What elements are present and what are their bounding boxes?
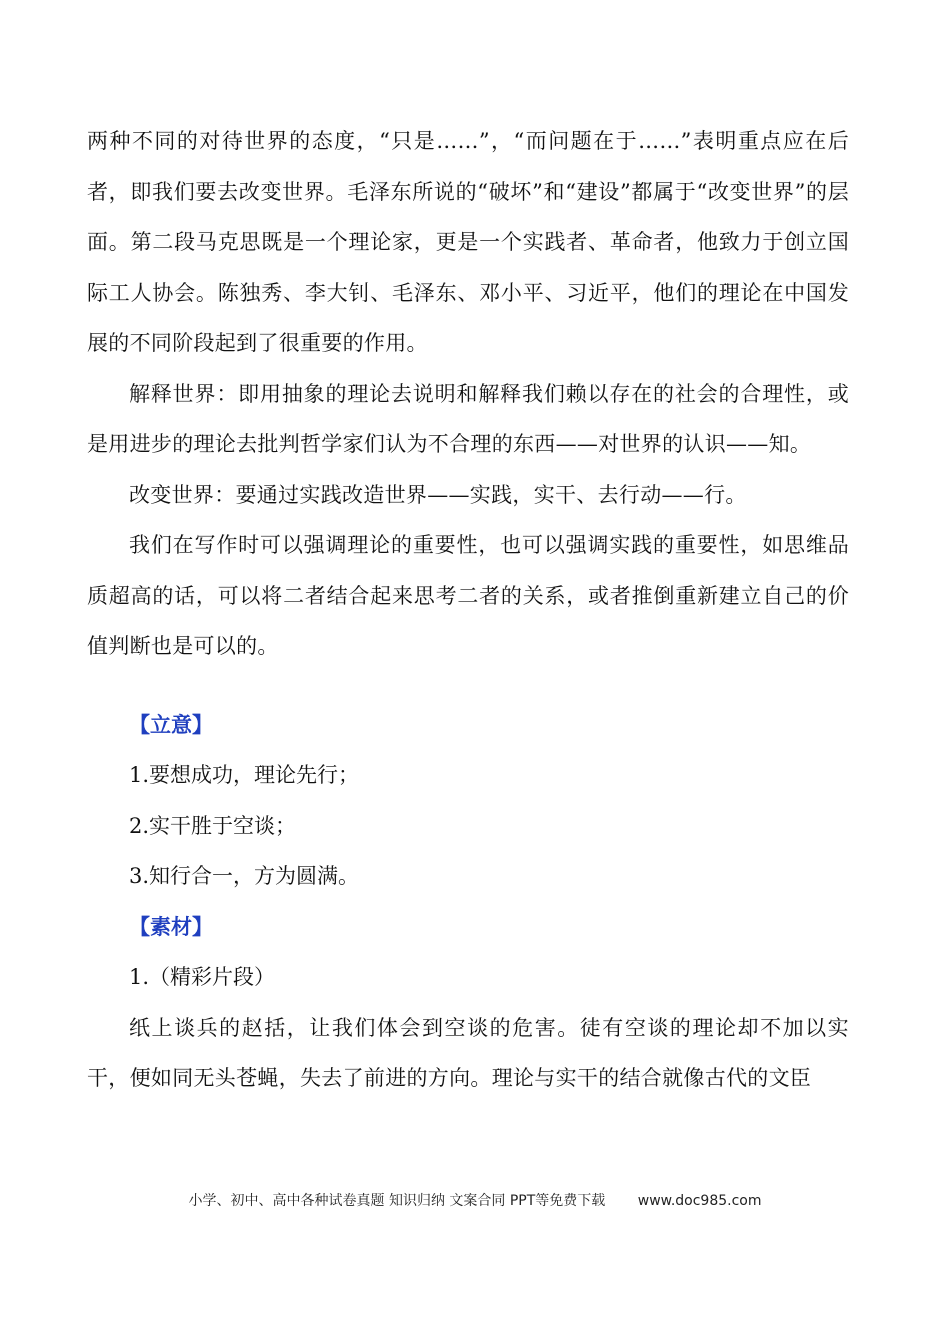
sucai-item-1-label: 1.（精彩片段） — [129, 965, 276, 989]
footer-text: 小学、初中、高中各种试卷真题 知识归纳 文案合同 PPT等免费下载 — [188, 1193, 606, 1209]
section-heading-liyi: 【立意】 — [129, 712, 213, 737]
body-paragraph-4: 我们在写作时可以强调理论的重要性，也可以强调实践的重要性，如思维品质超高的话，可以将二者结合起来思考二者的关系，或者推倒重新建立自己的价值判断也是可以的。 — [87, 533, 849, 658]
section-sucai — [87, 902, 849, 1104]
body-paragraph-2: 解释世界：即用抽象的理论去说明和解释我们赖以存在的社会的合理性，或是用进步的理论去批判哲学家们认为不合理的东西——对世界的认识——知。 — [87, 381, 849, 456]
body-paragraph-3: 改变世界：要通过实践改造世界——实践，实干、去行动——行。 — [129, 482, 747, 507]
document-content — [87, 116, 849, 1104]
section-heading-sucai: 【素材】 — [129, 914, 213, 939]
sucai-paragraph: 纸上谈兵的赵括，让我们体会到空谈的危害。徒有空谈的理论却不加以实干，便如同无头苍蝇，失去了前进的方向。理论与实干的结合就像古代的文臣 — [87, 1015, 849, 1090]
page-footer — [0, 1190, 950, 1210]
liyi-item-2: 2.实干胜于空谈； — [129, 813, 297, 838]
liyi-item-1: 1.要想成功，理论先行； — [129, 763, 360, 787]
body-paragraph-1: 两种不同的对待世界的态度，“只是……”，“而问题在于……”表明重点应在后者，即我们要去改变世界。毛泽东所说的“破坏”和“建设”都属于“改变世界”的层面。第二段马克思既是一个理论家，更是一个实践者、革命者，他致力于创立国际工人协会。陈独秀、李大钊、毛泽东、邓小平、习近平，他们的理论在中国发展的不同阶段起到了很重要的作用。 — [87, 129, 849, 355]
section-liyi — [87, 700, 849, 902]
liyi-item-3: 3.知行合一，方为圆满。 — [129, 864, 360, 888]
footer-url: www.doc985.com — [637, 1193, 762, 1209]
